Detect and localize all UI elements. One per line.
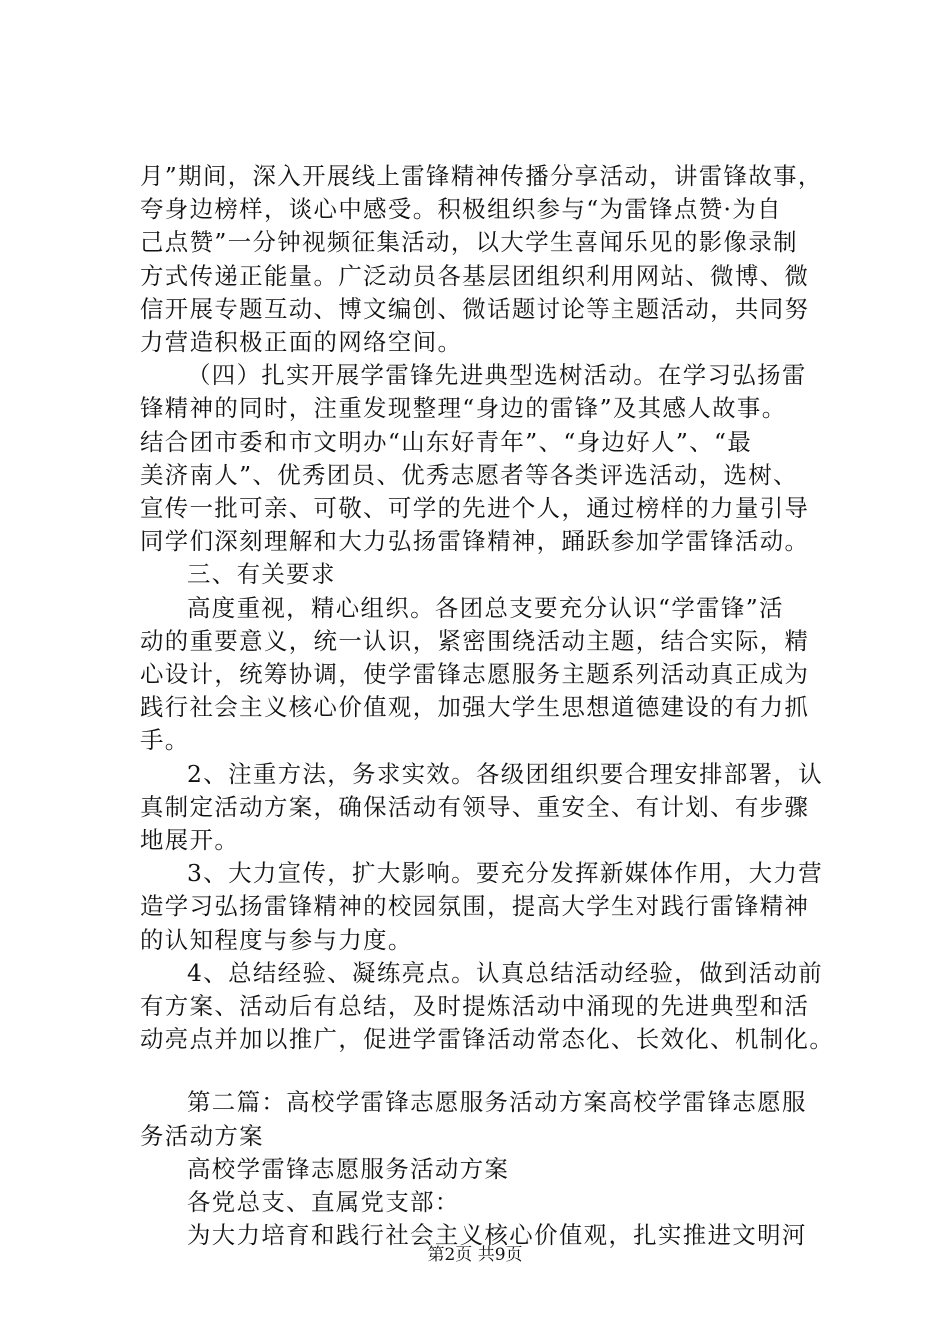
text-line: 月”期间，深入开展线上雷锋精神传播分享活动，讲雷锋故事， <box>140 162 823 190</box>
text-line: 宣传一批可亲、可敬、可学的先进个人，通过榜样的力量引导 <box>140 494 810 523</box>
text-line: 4、总结经验、凝练亮点。认真总结活动经验，做到活动前 <box>187 958 824 987</box>
text-line: 手。 <box>140 726 190 755</box>
text-line: 践行社会主义核心价值观，加强大学生思想道德建设的有力抓 <box>140 693 810 722</box>
text-line: 心设计，统筹协调，使学雷锋志愿服务主题系列活动真正成为 <box>140 660 810 689</box>
text-line: 3、大力宣传，扩大影响。要充分发挥新媒体作用，大力营 <box>187 859 824 888</box>
text-line: 同学们深刻理解和大力弘扬雷锋精神，踊跃参加学雷锋活动。 <box>140 527 810 556</box>
text-line: 结合团市委和市文明办“山东好青年”、“身边好人”、“最 <box>140 427 753 456</box>
text-line: 夸身边榜样，谈心中感受。积极组织参与“为雷锋点赞·为自 <box>140 195 782 224</box>
text-line: 锋精神的同时，注重发现整理“身边的雷锋”及其感人故事。 <box>140 394 787 423</box>
text-line: 美济南人”、优秀团员、优秀志愿者等各类评选活动，选树、 <box>140 460 798 489</box>
text-line: 务活动方案 <box>140 1121 264 1150</box>
text-line: 己点赞”一分钟视频征集活动，以大学生喜闻乐见的影像录制 <box>140 228 798 257</box>
text-line: 动亮点并加以推广，促进学雷锋活动常态化、长效化、机制化。 <box>140 1025 835 1054</box>
text-line: 方式传递正能量。广泛动员各基层团组织利用网站、微博、微 <box>140 261 810 290</box>
text-line: 动的重要意义，统一认识，紧密围绕活动主题，结合实际，精 <box>140 626 810 655</box>
text-line: 第二篇：高校学雷锋志愿服务活动方案高校学雷锋志愿服 <box>187 1088 807 1117</box>
text-line: 地展开。 <box>140 826 240 855</box>
text-line: 力营造积极正面的网络空间。 <box>140 328 463 357</box>
page-footer: 第2页 共9页 <box>427 1245 523 1265</box>
text-line: 为大力培育和践行社会主义核心价值观，扎实推进文明河 <box>187 1221 807 1250</box>
text-line: 各党总支、直属党支部： <box>187 1188 460 1217</box>
text-line: 三、有关要求 <box>187 560 336 589</box>
text-line: 高校学雷锋志愿服务活动方案 <box>187 1154 510 1183</box>
text-line: 有方案、活动后有总结，及时提炼活动中涌现的先进典型和活 <box>140 992 810 1021</box>
document-body <box>140 160 835 1253</box>
text-line: 造学习弘扬雷锋精神的校园氛围，提高大学生对践行雷锋精神 <box>140 892 810 921</box>
text-line: （四）扎实开展学雷锋先进典型选树活动。在学习弘扬雷 <box>187 361 807 390</box>
text-line: 的认知程度与参与力度。 <box>140 925 413 954</box>
paragraph-gap <box>140 1056 830 1086</box>
text-line: 信开展专题互动、博文编创、微话题讨论等主题活动，共同努 <box>140 294 810 323</box>
text-line: 高度重视，精心组织。各团总支要充分认识“学雷锋”活 <box>187 593 784 622</box>
text-line: 2、注重方法，务求实效。各级团组织要合理安排部署，认 <box>187 759 824 788</box>
text-line: 真制定活动方案，确保活动有领导、重安全、有计划、有步骤 <box>140 792 810 821</box>
